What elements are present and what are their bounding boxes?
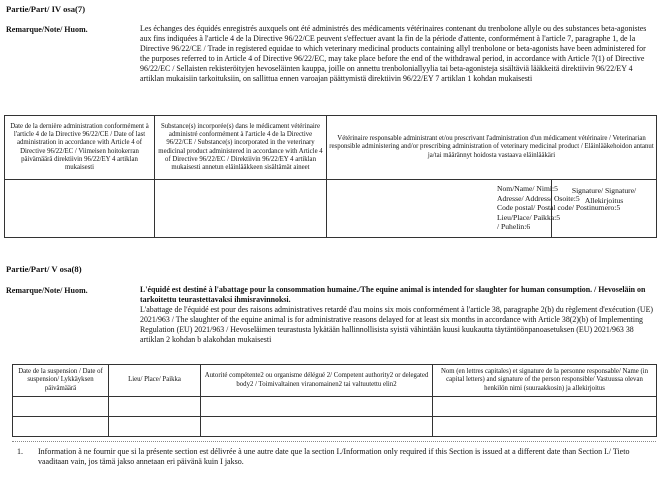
part4-col-date-header: Date de la dernière administration conformément à l'article 4 de la Directive 96/22/CE / Date of last administration in accordance with Article 4 of Directive 96/22/EC / Viimeisen hoitokerran päivämäärä direktiivin 96/22/EY 4 artiklan mukaisesti: [5, 116, 155, 180]
part4-substance-cell[interactable]: [155, 180, 327, 238]
part5-remark-bold: L'équidé est destiné à l'abattage pour la consommation humaine./The equine animal is intended for slaughter for human consumption. / Hevoseläin on tarkoitettu teurastettavaksi ihmisravinnoksi.: [140, 285, 646, 304]
part5-place-cell[interactable]: [109, 397, 201, 417]
part5-date-cell[interactable]: [13, 397, 109, 417]
part4-title: Partie/Part/ IV osa(7): [6, 4, 86, 14]
part5-responsible-cell[interactable]: [433, 397, 657, 417]
part5-col-place-header: Lieu/ Place/ Paikka: [109, 365, 201, 397]
part4-table: [4, 115, 657, 238]
part5-remark-text: L'abattage de l'équidé est pour des raisons administratives retardé d'au moins six mois conformément à l'article 38, paragraphe 2(b) du règlement d'exécution (UE) 2021/963 / The slaughter of the equine animal is for administrative reasons delayed for at least six months in accordance with Article 38(2)(b) of Implementing Regulation (EU) 2021/963 / Hevoseläimen teurastusta lykätään hallinnollisista syistä vähintään kuusi kuukautta täytäntöönpanoasetuksen (EU) 2021/963 38 artiklan 2 kohdan b alakohdan mukaisesti: [140, 305, 654, 344]
footnote-text: Information à ne fournir que si la présente section est délivrée à une autre date que la section I./Information only required if this Section is issued at a different date than Section I./ Tieto vaaditaan vain, jos tämä jakso annetaan eri päivänä kuin I jakso.: [38, 447, 630, 466]
part4-col-substance-header: Substance(s) incorporée(s) dans le médicament vétérinaire administré conformément à l'article 4 de la Directive 96/22/CE / Substance(s) incorporated in the veterinary medicinal product administered in accordance with Article 4 of Directive 96/22/EC / Direktiivin 96/22/EY 4 artiklan mukaisesti annetun eläinlääkkeen sisältämät aineet: [155, 116, 327, 180]
part5-responsible-cell-2[interactable]: [433, 417, 657, 437]
part5-remark-label: Remarque/Note/ Huom.: [6, 286, 88, 295]
part5-authority-cell[interactable]: [201, 397, 433, 417]
signature-label: Signature/ Signature/ Allekirjoitus: [571, 186, 637, 205]
part5-col-date-header: Date de la suspension / Date of suspension/ Lykkäyksen päivämäärä: [13, 365, 109, 397]
part4-remark-text: Les échanges des équidés enregistrés auxquels ont été administrés des médicaments vétérinaires contenant du trenbolone allyle ou des substances beta-agonistes aux fins indiquées à l'article 4 de la Directive 96/22/CE peuvent s'effectuer avant la fin de la période d'attente, conformément à l'article 7, paragraphe 1, de la Directive 96/22/CE / Trade in registered equidae to which veterinary medicinal products containing allyl trenbolone or beta-agonists have been administered for the purposes referred to in Article 4 of Directive 96/22/EC, may take place before the end of the withdrawal period, in accordance with Article 7(1) of Directive 96/22/EC / Sellaisten rekisteröityjen hevoseläinten kauppa, joille on annettu trenboloniallyylia tai beta-agonisteja sisältäviä lääkkeitä direktiivin 96/22/EY 4 artiklan mukaisiin tarkoituksiin, on sallittua ennen varoajan päättymistä direktiivin 96/22/EY 7 artiklan 1 kohdan mukaisesti: [140, 24, 647, 83]
field-place: Lieu/Place/ Paikka:5: [497, 212, 561, 222]
part5-col-responsible-header: Nom (en lettres capitales) et signature de la personne responsable/ Name (in capital letters) and signature of the person responsible/ Vastuussa olevan henkilön nimi (suuraakkosin) ja allekirjoitus: [433, 365, 657, 397]
field-phone: / Puhelin:6: [497, 222, 531, 232]
part5-authority-cell-2[interactable]: [201, 417, 433, 437]
footnote-divider: [12, 441, 656, 442]
field-address: Adresse/ Address/ Osoite:5: [497, 193, 580, 203]
part5-date-cell-2[interactable]: [13, 417, 109, 437]
footnote-number: 1.: [17, 447, 23, 456]
part5-table: [12, 364, 657, 437]
field-postal-code: Code postal/ Postal code/ Postinumero:5: [497, 203, 621, 213]
part5-title: Partie/Part/ V osa(8): [6, 264, 82, 274]
part4-col-veterinarian-header: Vétérinaire responsable administrant et/ou prescrivant l'administration d'un médicament vétérinaire / Veterinarian responsible administering and/or prescribing administration of veterinary medicinal product / Eläinlääkehoidon antanut ja/tai määrännyt hoidosta vastaava eläinlääkäri: [327, 116, 657, 180]
part5-col-authority-header: Autorité compétente2 ou organisme délégué 2/ Competent authority2 or delegated body2 / Toimivaltainen viranomainen2 tai valtuutettu elin2: [201, 365, 433, 397]
field-name: Nom/Name/ Nimi:5: [497, 184, 558, 193]
part4-remark-label: Remarque/Note/ Huom.: [6, 25, 88, 34]
part5-place-cell-2[interactable]: [109, 417, 201, 437]
part4-date-cell[interactable]: [5, 180, 155, 238]
